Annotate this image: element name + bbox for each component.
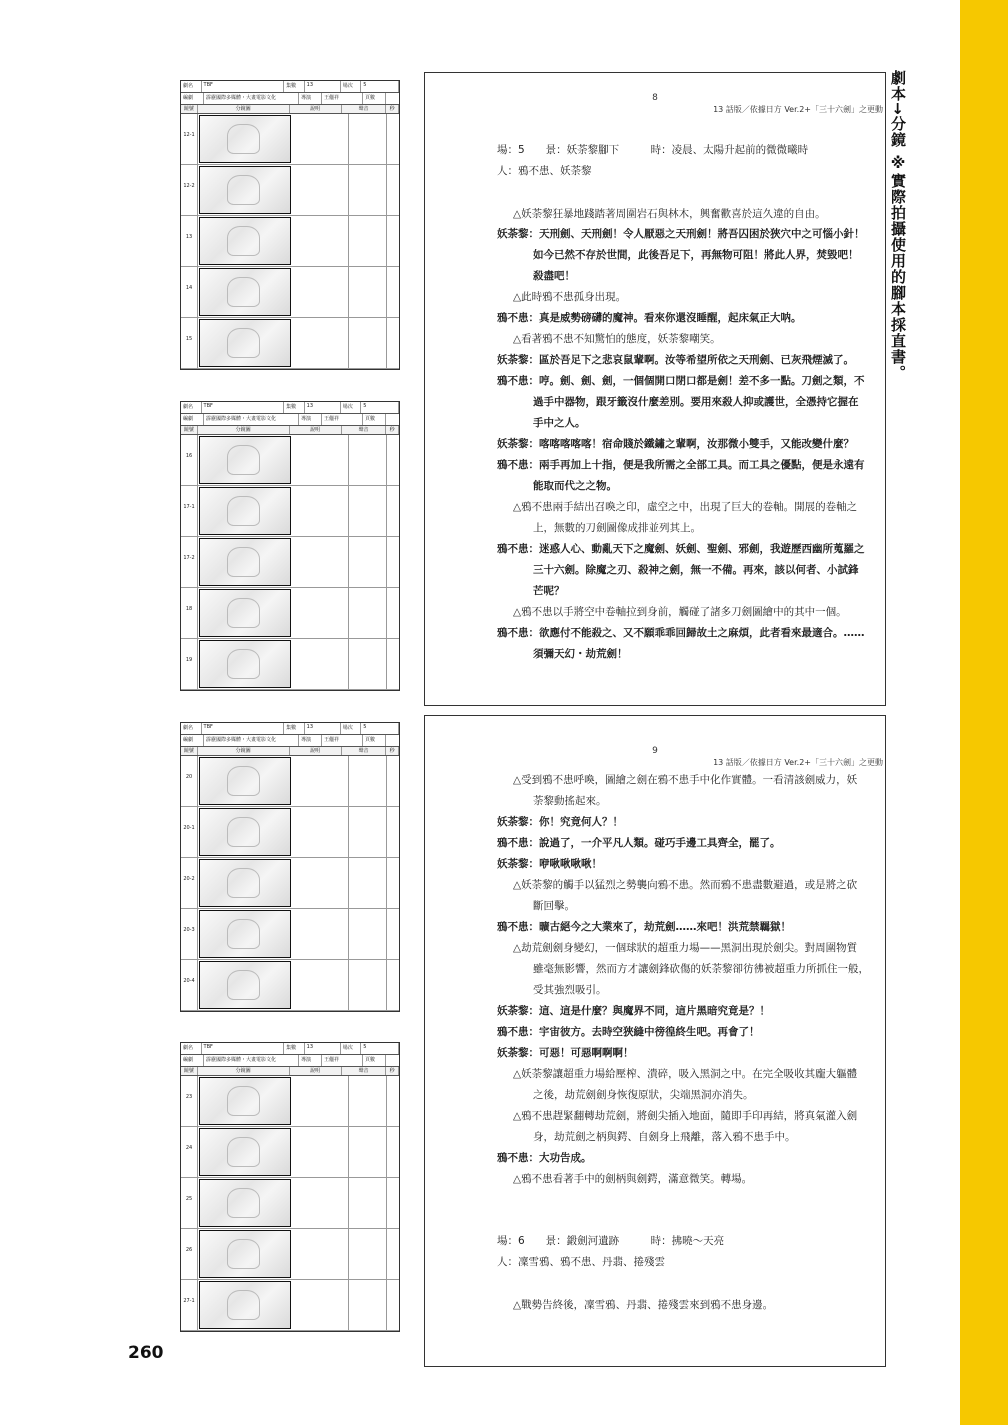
script-line: 妖荼黎：喀喀喀喀喀！宿命賤於鐵鏽之輩啊，汝那微小雙手，又能改變什麼？	[497, 438, 854, 450]
header-cell: 王儷祥	[322, 1055, 363, 1066]
column-header: 聲音	[342, 105, 386, 113]
script-line: △妖荼黎狂暴地踐踏著周圍岩石與林木，興奮歡喜於這久違的自由。	[513, 208, 826, 220]
cut-description	[292, 639, 349, 689]
cut-description	[292, 1229, 349, 1279]
storyboard-frame-sketch	[199, 115, 291, 163]
header-cell: 劇名	[181, 402, 202, 413]
header-cell: 導演	[299, 414, 322, 425]
storyboard-frame-sketch	[199, 538, 291, 586]
cut-sound	[349, 807, 387, 857]
script-line: △看著鴉不患不知驚怕的態度，妖荼黎嘲笑。	[513, 333, 721, 345]
cut-number: 27-1	[181, 1280, 198, 1330]
header-cell: 編劇	[181, 735, 204, 746]
header-cell: 導演	[299, 1055, 322, 1066]
script-line: 鴉不患：大功告成。	[497, 1152, 592, 1164]
storyboard-frame-sketch	[199, 1230, 291, 1278]
header-cell: TBF	[202, 402, 285, 413]
column-header: 聲音	[342, 747, 386, 755]
header-cell: 劇名	[181, 1043, 202, 1054]
column-header: 鏡號	[181, 1067, 198, 1075]
script-line: △此時鴉不患孤身出現。	[513, 291, 627, 303]
script-line: 上，無數的刀劍圖像成排並列其上。	[533, 522, 701, 534]
header-cell: 頁數	[363, 1055, 386, 1066]
cut-seconds	[387, 486, 399, 536]
cut-description	[292, 1076, 349, 1126]
header-cell: 霹靂國際多媒體・大畫電影文化	[204, 735, 299, 746]
cut-sound	[349, 1280, 387, 1330]
cut-sound	[349, 114, 387, 164]
storyboard-cut-row	[181, 267, 399, 318]
script-line: 荼黎動搖起來。	[533, 795, 607, 807]
storyboard-cut-row	[181, 1229, 399, 1280]
storyboard-frame-sketch	[199, 487, 291, 535]
storyboard-cut-row	[181, 807, 399, 858]
script-line: 妖荼黎：咿啾啾啾啾！	[497, 858, 602, 870]
column-header: 聲音	[342, 426, 386, 434]
column-header: 說明	[290, 747, 342, 755]
header-cell: 13	[305, 723, 341, 734]
storyboard-frame-sketch	[199, 1077, 291, 1125]
script-line: 如今已然不存於世間，此後吾足下，再無物可阻！將此人界，焚毀吧！	[533, 249, 859, 261]
cut-number: 17-2	[181, 537, 198, 587]
header-cell: 頁數	[363, 93, 386, 104]
script-line: △受到鴉不患呼喚，圖繪之劍在鴉不患手中化作實體。一看清該劍威力，妖	[513, 774, 858, 786]
storyboard-frame-sketch	[199, 808, 291, 856]
script-line: △鴉不患看著手中的劍柄與劍鍔，滿意微笑。轉場。	[513, 1173, 753, 1185]
header-cell: 霹靂國際多媒體・大畫電影文化	[204, 93, 299, 104]
script-line: △劫荒劍劍身變幻，一個球狀的超重力場——黑洞出現於劍尖。對周圍物質	[513, 942, 858, 954]
cut-number: 12-1	[181, 114, 198, 164]
cut-sound	[349, 165, 387, 215]
cut-seconds	[387, 114, 399, 164]
storyboard-column-row	[181, 105, 399, 114]
header-cell: 編劇	[181, 1055, 204, 1066]
script-line: △鴉不患兩手結出召喚之印，虛空之中，出現了巨大的卷軸。開展的卷軸之	[513, 501, 858, 513]
cut-sound	[349, 1127, 387, 1177]
header-cell: 導演	[299, 93, 322, 104]
cut-sound	[349, 318, 387, 368]
script-line: 鴉不患：哼。劍、劍、劍，一個個開口閉口都是劍！差不多一點。刀劍之類，不	[497, 375, 865, 387]
header-cell: 13	[305, 81, 341, 92]
cut-number: 26	[181, 1229, 198, 1279]
column-header: 聲音	[342, 1067, 386, 1075]
script-line: 人：鴉不患、妖荼黎	[497, 165, 592, 177]
cut-description	[292, 537, 349, 587]
cut-seconds	[387, 588, 399, 638]
cut-number: 18	[181, 588, 198, 638]
storyboard-header-row	[181, 735, 399, 747]
column-header: 鏡號	[181, 105, 198, 113]
cut-sound	[349, 1178, 387, 1228]
header-cell: 場次	[341, 81, 362, 92]
storyboard-header-row	[181, 414, 399, 426]
script-line: 過手中器物，跟牙籤沒什麼差別。要用來殺人抑或護世，全憑持它握在	[533, 396, 859, 408]
script-line: 三十六劍。除魔之刃、殺神之劍，無一不備。再來，該以何者、小試鋒	[533, 564, 859, 576]
storyboard-cut-row	[181, 114, 399, 165]
script-line: 妖荼黎：天刑劍、天刑劍！令人厭惡之天刑劍！將吾囚困於狹穴中之可惱小針！	[497, 228, 865, 240]
storyboard-sheet-2	[180, 401, 400, 691]
storyboard-frame-sketch	[199, 859, 291, 907]
cut-description	[292, 318, 349, 368]
cut-number: 20-4	[181, 960, 198, 1010]
script-line: 能取而代之之物。	[533, 480, 617, 492]
header-cell: 場次	[341, 723, 362, 734]
storyboard-cut-row	[181, 435, 399, 486]
header-cell: 王儷祥	[322, 93, 363, 104]
script-line: 手中之人。	[533, 417, 586, 429]
cut-description	[292, 435, 349, 485]
cut-sound	[349, 267, 387, 317]
storyboard-cut-row	[181, 1076, 399, 1127]
cut-seconds	[387, 1127, 399, 1177]
cut-sound	[349, 909, 387, 959]
header-cell: 王儷祥	[322, 735, 363, 746]
script-line: 之後，劫荒劍劍身恢復原狀，尖端黑洞亦消失。	[533, 1089, 754, 1101]
cut-number: 15	[181, 318, 198, 368]
cut-description	[292, 588, 349, 638]
script-page-9	[424, 715, 886, 1367]
storyboard-sheet-4	[180, 1042, 400, 1332]
storyboard-frame-sketch	[199, 1179, 291, 1227]
storyboard-frame-sketch	[199, 217, 291, 265]
header-cell: TBF	[202, 723, 285, 734]
storyboard-header-row	[181, 1043, 399, 1055]
cut-description	[292, 1280, 349, 1330]
storyboard-cut-row	[181, 960, 399, 1011]
storyboard-column-row	[181, 426, 399, 435]
cut-description	[292, 114, 349, 164]
storyboard-frame-sketch	[199, 436, 291, 484]
cut-number: 20	[181, 756, 198, 806]
cut-seconds	[387, 165, 399, 215]
script-line: 妖荼黎：這、這是什麼？與魔界不同，這片黑暗究竟是？！	[497, 1005, 770, 1017]
header-cell: 5	[361, 1043, 399, 1054]
script-header: 13 話版／依據日方 Ver.2+「三十六劍」之更動	[713, 105, 883, 114]
script-line: 鴉不患：宇宙彼方。去時空狹縫中徬徨終生吧。再會了！	[497, 1026, 760, 1038]
cut-number: 19	[181, 639, 198, 689]
header-cell: 13	[305, 402, 341, 413]
cut-seconds	[387, 1076, 399, 1126]
script-line: △妖荼黎讓超重力場給壓榨、潰碎，吸入黑洞之中。在完全吸收其龐大軀體	[513, 1068, 858, 1080]
header-cell: 5	[361, 723, 399, 734]
cut-seconds	[387, 639, 399, 689]
cut-number: 17-1	[181, 486, 198, 536]
cut-description	[292, 960, 349, 1010]
storyboard-frame-sketch	[199, 166, 291, 214]
cut-sound	[349, 858, 387, 908]
header-cell: 集數	[284, 723, 305, 734]
page-number-label: 9	[652, 746, 658, 756]
cut-sound	[349, 486, 387, 536]
cut-seconds	[387, 318, 399, 368]
script-line: 雖毫無影響，然而方才讓劍鋒砍傷的妖荼黎卻彷彿被超重力所抓住一般，	[533, 963, 869, 975]
storyboard-sheet-1	[180, 80, 400, 370]
page-number: 260	[128, 1343, 164, 1363]
column-header: 分鏡圖	[198, 1067, 290, 1075]
column-header: 說明	[290, 1067, 342, 1075]
cut-seconds	[387, 1280, 399, 1330]
cut-sound	[349, 960, 387, 1010]
storyboard-cut-row	[181, 1127, 399, 1178]
cut-number: 20-3	[181, 909, 198, 959]
cut-seconds	[387, 909, 399, 959]
cut-seconds	[387, 216, 399, 266]
cut-description	[292, 909, 349, 959]
storyboard-cut-row	[181, 909, 399, 960]
cut-sound	[349, 756, 387, 806]
cut-number: 24	[181, 1127, 198, 1177]
script-page-8	[424, 72, 886, 706]
storyboard-frame-sketch	[199, 1128, 291, 1176]
script-line: 妖荼黎：區於吾足下之悲哀鼠輩啊。汝等希望所依之天刑劍、已灰飛煙滅了。	[497, 354, 854, 366]
storyboard-sheet-3	[180, 722, 400, 1012]
cut-number: 16	[181, 435, 198, 485]
storyboard-cut-row	[181, 588, 399, 639]
storyboard-cut-row	[181, 1178, 399, 1229]
script-line: △鴉不患趕緊翻轉劫荒劍，將劍尖插入地面，隨即手印再結，將真氣灌入劍	[513, 1110, 858, 1122]
column-header: 分鏡圖	[198, 105, 290, 113]
header-cell: 編劇	[181, 414, 204, 425]
column-header: 秒	[386, 747, 399, 755]
cut-description	[292, 216, 349, 266]
yellow-edge-bar	[960, 0, 1008, 1425]
storyboard-header-row	[181, 402, 399, 414]
cut-seconds	[387, 807, 399, 857]
header-cell: 霹靂國際多媒體・大畫電影文化	[204, 1055, 299, 1066]
cut-number: 13	[181, 216, 198, 266]
script-line: 鴉不患：曠古絕今之大業來了，劫荒劍……來吧！洪荒禁羈獄！	[497, 921, 791, 933]
script-line: △戰勢告終後，凜雪鴉、丹翡、捲殘雲來到鴉不患身邊。	[513, 1299, 774, 1311]
cut-description	[292, 1178, 349, 1228]
script-line: 妖荼黎：可惡！可惡啊啊啊！	[497, 1047, 634, 1059]
cut-number: 20-2	[181, 858, 198, 908]
script-line: 鴉不患：真是威勢磅礴的魔神。看來你還沒睡醒，起床氣正大呐。	[497, 312, 802, 324]
cut-sound	[349, 216, 387, 266]
storyboard-cut-row	[181, 1280, 399, 1331]
cut-description	[292, 858, 349, 908]
header-cell: TBF	[202, 1043, 285, 1054]
cut-seconds	[387, 1178, 399, 1228]
script-line: 鴉不患：說過了，一介平凡人類。碰巧手邊工具齊全，罷了。	[497, 837, 781, 849]
header-cell: 劇名	[181, 81, 202, 92]
storyboard-frame-sketch	[199, 268, 291, 316]
header-cell: 劇名	[181, 723, 202, 734]
header-cell: 5	[361, 402, 399, 413]
script-line: 妖荼黎：你！究竟何人？！	[497, 816, 623, 828]
cut-description	[292, 165, 349, 215]
storyboard-frame-sketch	[199, 910, 291, 958]
header-cell: 導演	[299, 735, 322, 746]
cut-seconds	[387, 435, 399, 485]
script-line: 場：5 景：妖荼黎腳下 時：凌晨、太陽升起前的微微曦時	[497, 144, 809, 156]
storyboard-cut-row	[181, 858, 399, 909]
storyboard-cut-row	[181, 318, 399, 369]
column-header: 鏡號	[181, 426, 198, 434]
column-header: 秒	[386, 105, 399, 113]
storyboard-frame-sketch	[199, 1281, 291, 1329]
script-line: △鴉不患以手將空中卷軸拉到身前，觸碰了諸多刀劍圖繪中的其中一個。	[513, 606, 847, 618]
cut-sound	[349, 639, 387, 689]
script-header: 13 話版／依據日方 Ver.2+「三十六劍」之更動	[713, 758, 883, 767]
script-line: 須彌天幻・劫荒劍！	[533, 648, 628, 660]
column-header: 說明	[290, 105, 342, 113]
header-cell: 場次	[341, 402, 362, 413]
cut-seconds	[387, 537, 399, 587]
column-header: 鏡號	[181, 747, 198, 755]
cut-seconds	[387, 858, 399, 908]
script-line: 場：6 景：鍛劍河遺跡 時：拂曉～天亮	[497, 1235, 725, 1247]
cut-seconds	[387, 267, 399, 317]
cut-seconds	[387, 960, 399, 1010]
script-line: 斷回擊。	[533, 900, 575, 912]
cut-sound	[349, 537, 387, 587]
script-line: 人：凜雪鴉、鴉不患、丹翡、捲殘雲	[497, 1256, 665, 1268]
script-line: 身，劫荒劍之柄與鍔、自劍身上飛離，落入鴉不患手中。	[533, 1131, 796, 1143]
side-title: 劇本→分鏡 ※實際拍攝使用的腳本採直書。	[889, 70, 907, 381]
cut-description	[292, 1127, 349, 1177]
column-header: 分鏡圖	[198, 426, 290, 434]
storyboard-header-row	[181, 1055, 399, 1067]
column-header: 秒	[386, 1067, 399, 1075]
storyboard-frame-sketch	[199, 757, 291, 805]
cut-seconds	[387, 756, 399, 806]
header-cell: 場次	[341, 1043, 362, 1054]
storyboard-frame-sketch	[199, 319, 291, 367]
storyboard-header-row	[181, 723, 399, 735]
cut-number: 25	[181, 1178, 198, 1228]
header-cell: 霹靂國際多媒體・大畫電影文化	[204, 414, 299, 425]
header-cell: 13	[305, 1043, 341, 1054]
cut-description	[292, 807, 349, 857]
header-cell: 王儷祥	[322, 414, 363, 425]
header-cell: TBF	[202, 81, 285, 92]
header-cell: 集數	[284, 402, 305, 413]
header-cell: 編劇	[181, 93, 204, 104]
storyboard-cut-row	[181, 165, 399, 216]
script-line: 芒呢？	[533, 585, 565, 597]
cut-number: 12-2	[181, 165, 198, 215]
storyboard-cut-row	[181, 537, 399, 588]
storyboard-cut-row	[181, 486, 399, 537]
script-line: 殺盡吧！	[533, 270, 575, 282]
storyboard-frame-sketch	[199, 961, 291, 1009]
script-line: 鴉不患：欲應付不能殺之、又不願乖乖回歸故土之麻煩，此者看來最適合。……	[497, 627, 865, 639]
script-line: 鴉不患：迷惑人心、動亂天下之魔劍、妖劍、聖劍、邪劍，我遊歷西幽所蒐羅之	[497, 543, 865, 555]
header-cell: 集數	[284, 81, 305, 92]
cut-number: 20-1	[181, 807, 198, 857]
storyboard-header-row	[181, 81, 399, 93]
cut-number: 14	[181, 267, 198, 317]
cut-sound	[349, 1229, 387, 1279]
column-header: 分鏡圖	[198, 747, 290, 755]
storyboard-frame-sketch	[199, 640, 291, 688]
storyboard-cut-row	[181, 756, 399, 807]
script-line: 鴉不患：兩手再加上十指，便是我所需之全部工具。而工具之優點，便是永遠有	[497, 459, 865, 471]
cut-description	[292, 756, 349, 806]
header-cell: 集數	[284, 1043, 305, 1054]
storyboard-frame-sketch	[199, 589, 291, 637]
cut-description	[292, 267, 349, 317]
storyboard-column-row	[181, 1067, 399, 1076]
cut-sound	[349, 435, 387, 485]
header-cell: 頁數	[363, 735, 386, 746]
cut-description	[292, 486, 349, 536]
script-line: 受其強烈吸引。	[533, 984, 607, 996]
storyboard-cut-row	[181, 216, 399, 267]
cut-seconds	[387, 1229, 399, 1279]
cut-sound	[349, 588, 387, 638]
cut-number: 23	[181, 1076, 198, 1126]
cut-sound	[349, 1076, 387, 1126]
script-line: △妖荼黎的觸手以猛烈之勢襲向鴉不患。然而鴉不患盡數避過，或是將之砍	[513, 879, 858, 891]
column-header: 秒	[386, 426, 399, 434]
storyboard-cut-row	[181, 639, 399, 690]
storyboard-column-row	[181, 747, 399, 756]
page-number-label: 8	[652, 93, 658, 103]
column-header: 說明	[290, 426, 342, 434]
header-cell: 5	[361, 81, 399, 92]
storyboard-header-row	[181, 93, 399, 105]
header-cell: 頁數	[363, 414, 386, 425]
